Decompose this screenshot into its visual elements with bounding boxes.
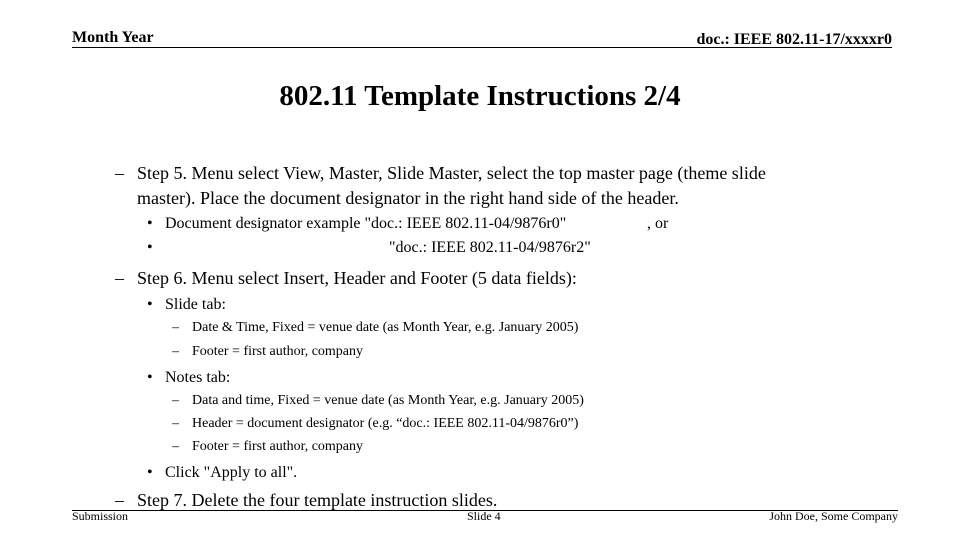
slide-date-item: Date & Time, Fixed = venue date (as Month Year, e.g. January 2005)	[192, 320, 579, 335]
slide-footer-item: Footer = first author, company	[192, 344, 364, 359]
dash-bullet: –	[172, 416, 179, 431]
dash-bullet: –	[172, 393, 179, 408]
header-divider	[72, 47, 892, 48]
step7-text: Step 7. Delete the four template instruction slides.	[137, 490, 498, 510]
dash-bullet: –	[115, 163, 124, 183]
example-alt: "doc.: IEEE 802.11-04/9876r2"	[389, 239, 591, 256]
dash-bullet: –	[172, 439, 179, 454]
dash-bullet: –	[172, 344, 179, 359]
apply-all-text: Click "Apply to all".	[165, 464, 298, 481]
dot-bullet: •	[147, 464, 153, 481]
notes-tab-label: Notes tab:	[165, 369, 231, 386]
header-date: Month Year	[72, 29, 154, 46]
step5-line2: master). Place the document designator in the right hand side of the header.	[137, 188, 679, 208]
notes-header-item: Header = document designator (e.g. “doc.: IEEE 802.11-04/9876r0”)	[192, 416, 579, 431]
dash-bullet: –	[172, 320, 179, 335]
header-doc-id: doc.: IEEE 802.11-17/xxxxr0	[696, 31, 892, 48]
footer-author: John Doe, Some Company	[769, 509, 898, 523]
dot-bullet: •	[147, 239, 153, 256]
footer-slide-number: Slide 4	[467, 509, 501, 523]
dot-bullet: •	[147, 296, 153, 313]
step6-text: Step 6. Menu select Insert, Header and Footer (5 data fields):	[137, 268, 577, 288]
dash-bullet: –	[115, 490, 124, 510]
footer-submission: Submission	[72, 509, 129, 523]
step5-line1: Step 5. Menu select View, Master, Slide Master, select the top master page (theme slide	[137, 163, 766, 183]
example-label: Document designator example "doc.: IEEE 802.11-04/9876r0"	[165, 215, 567, 232]
slide-tab-label: Slide tab:	[165, 296, 226, 313]
example-or: , or	[647, 215, 669, 232]
dash-bullet: –	[115, 268, 124, 288]
notes-date-item: Data and time, Fixed = venue date (as Month Year, e.g. January 2005)	[192, 393, 584, 408]
dot-bullet: •	[147, 215, 153, 232]
slide-title: 802.11 Template Instructions 2/4	[279, 80, 681, 112]
notes-footer-item: Footer = first author, company	[192, 439, 364, 454]
dot-bullet: •	[147, 369, 153, 386]
